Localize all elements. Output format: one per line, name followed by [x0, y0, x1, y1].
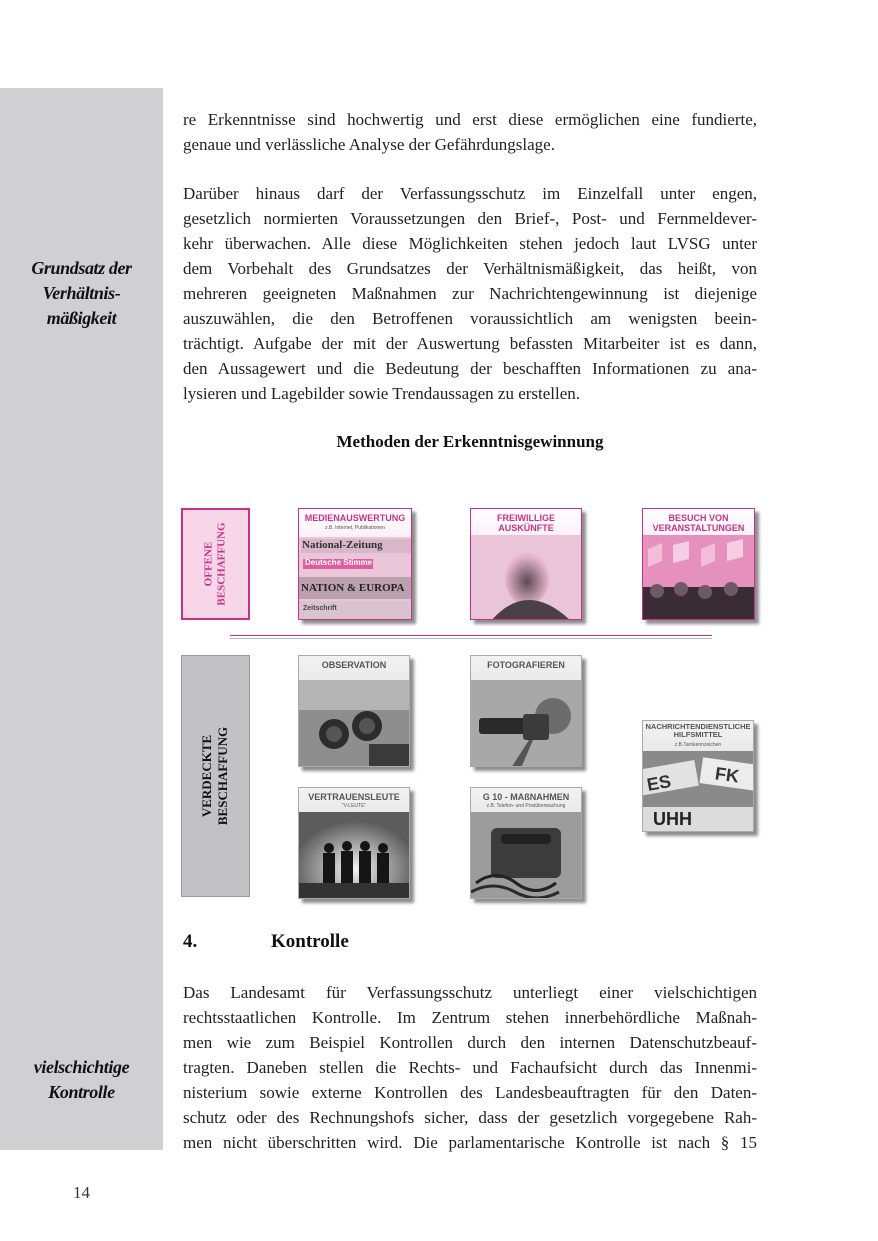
category-divider [230, 635, 712, 639]
camera-image [471, 656, 582, 767]
category-offene-beschaffung: OFFENE BESCHAFFUNG [181, 508, 250, 620]
card-observation: OBSERVATION [298, 655, 410, 767]
margin-note-kontrolle: vielschichtige Kontrolle [33, 1057, 130, 1102]
category-verdeckte-beschaffung: VERDECKTE BESCHAFFUNG [181, 655, 250, 897]
page-number: 14 [73, 1183, 90, 1202]
margin-column [0, 88, 163, 1150]
margin-note-grundsatz: Grundsatz der Verhältnis- mäßigkeit [31, 258, 132, 328]
card-nachrichtendienstliche-hilfsmittel: NACHRICHTENDIENSTLICHE HILFSMITTEL z.B.Tarnkennzeichen ES FK UHH [642, 720, 754, 832]
card-vertrauensleute: VERTRAUENSLEUTE "V-LEUTE" [298, 787, 410, 899]
card-freiwillige-auskuenfte: FREIWILLIGE AUSKÜNFTE [470, 508, 582, 620]
diagram-title: Methoden der Erkenntnisgewinnung [336, 432, 604, 451]
paragraph-kontrolle: Das Landesamt für Verfassungsschutz unterliegt einer vielschichtigen rechtsstaatlichen Kontrolle. Im Zentrum stehen innerbehördliche Maßnah- men wie zum Beispiel Kontrollen durch den internen Datenschutzbeauf- tragten. Daneben stellen die Rechts- und Fachaufsicht durch das Innenmi- nisterium sowie externe Kontrollen des Landesbeauftragten für den Daten- schutz oder des Rechnungshofs sicher, dass der gesetzlich vorgegebene Rah- men nicht überschritten wird. Die parlamentarische Kontrolle ist nach § 15 [183, 983, 757, 1152]
paragraph-continuation: re Erkenntnisse sind hochwertig und erst diese ermöglichen eine fundierte, genaue und verlässliche Analyse der Gefährdungslage. [183, 110, 757, 154]
card-g10-massnahmen: G 10 - MAßNAHMEN z.B. Telefon- und Postüberwachung [470, 787, 582, 899]
card-medienauswertung: MEDIENAUSWERTUNG z.B. Internet, Publikationen National-Zeitung Deutsche Stimme NATION & EUROPA Zeitschrift [298, 508, 412, 620]
card-fotografieren: FOTOGRAFIEREN [470, 655, 582, 767]
card-besuch-veranstaltungen: BESUCH VON VERANSTALTUNGEN [642, 508, 755, 620]
binoculars-image [299, 656, 410, 767]
paragraph-verhaeltnismaessigkeit: Darüber hinaus darf der Verfassungsschutz im Einzelfall unter engen, gesetzlich normierten Voraussetzungen den Brief-, Post- und Fernmeldever- kehr überwachen. Alle diese Möglichkeiten stehen jedoch laut LVSG unter dem Vorbehalt des Grundsatzes der Verhältnismäßigkeit, das heißt, von mehreren geeigneten Maßnahmen zur Nachrichtengewinnung ist diejenige auszuwählen, die den Betroffenen voraussichtlich am wenigsten beein- trächtigt. Aufgabe der mit der Auswertung befassten Mitarbeiter ist es dann, den Aussagewert und die Bedeutung der beschafften Informationen zu ana- lysieren und Lagebilder sowie Trendaussagen zu erstellen. [183, 184, 757, 403]
